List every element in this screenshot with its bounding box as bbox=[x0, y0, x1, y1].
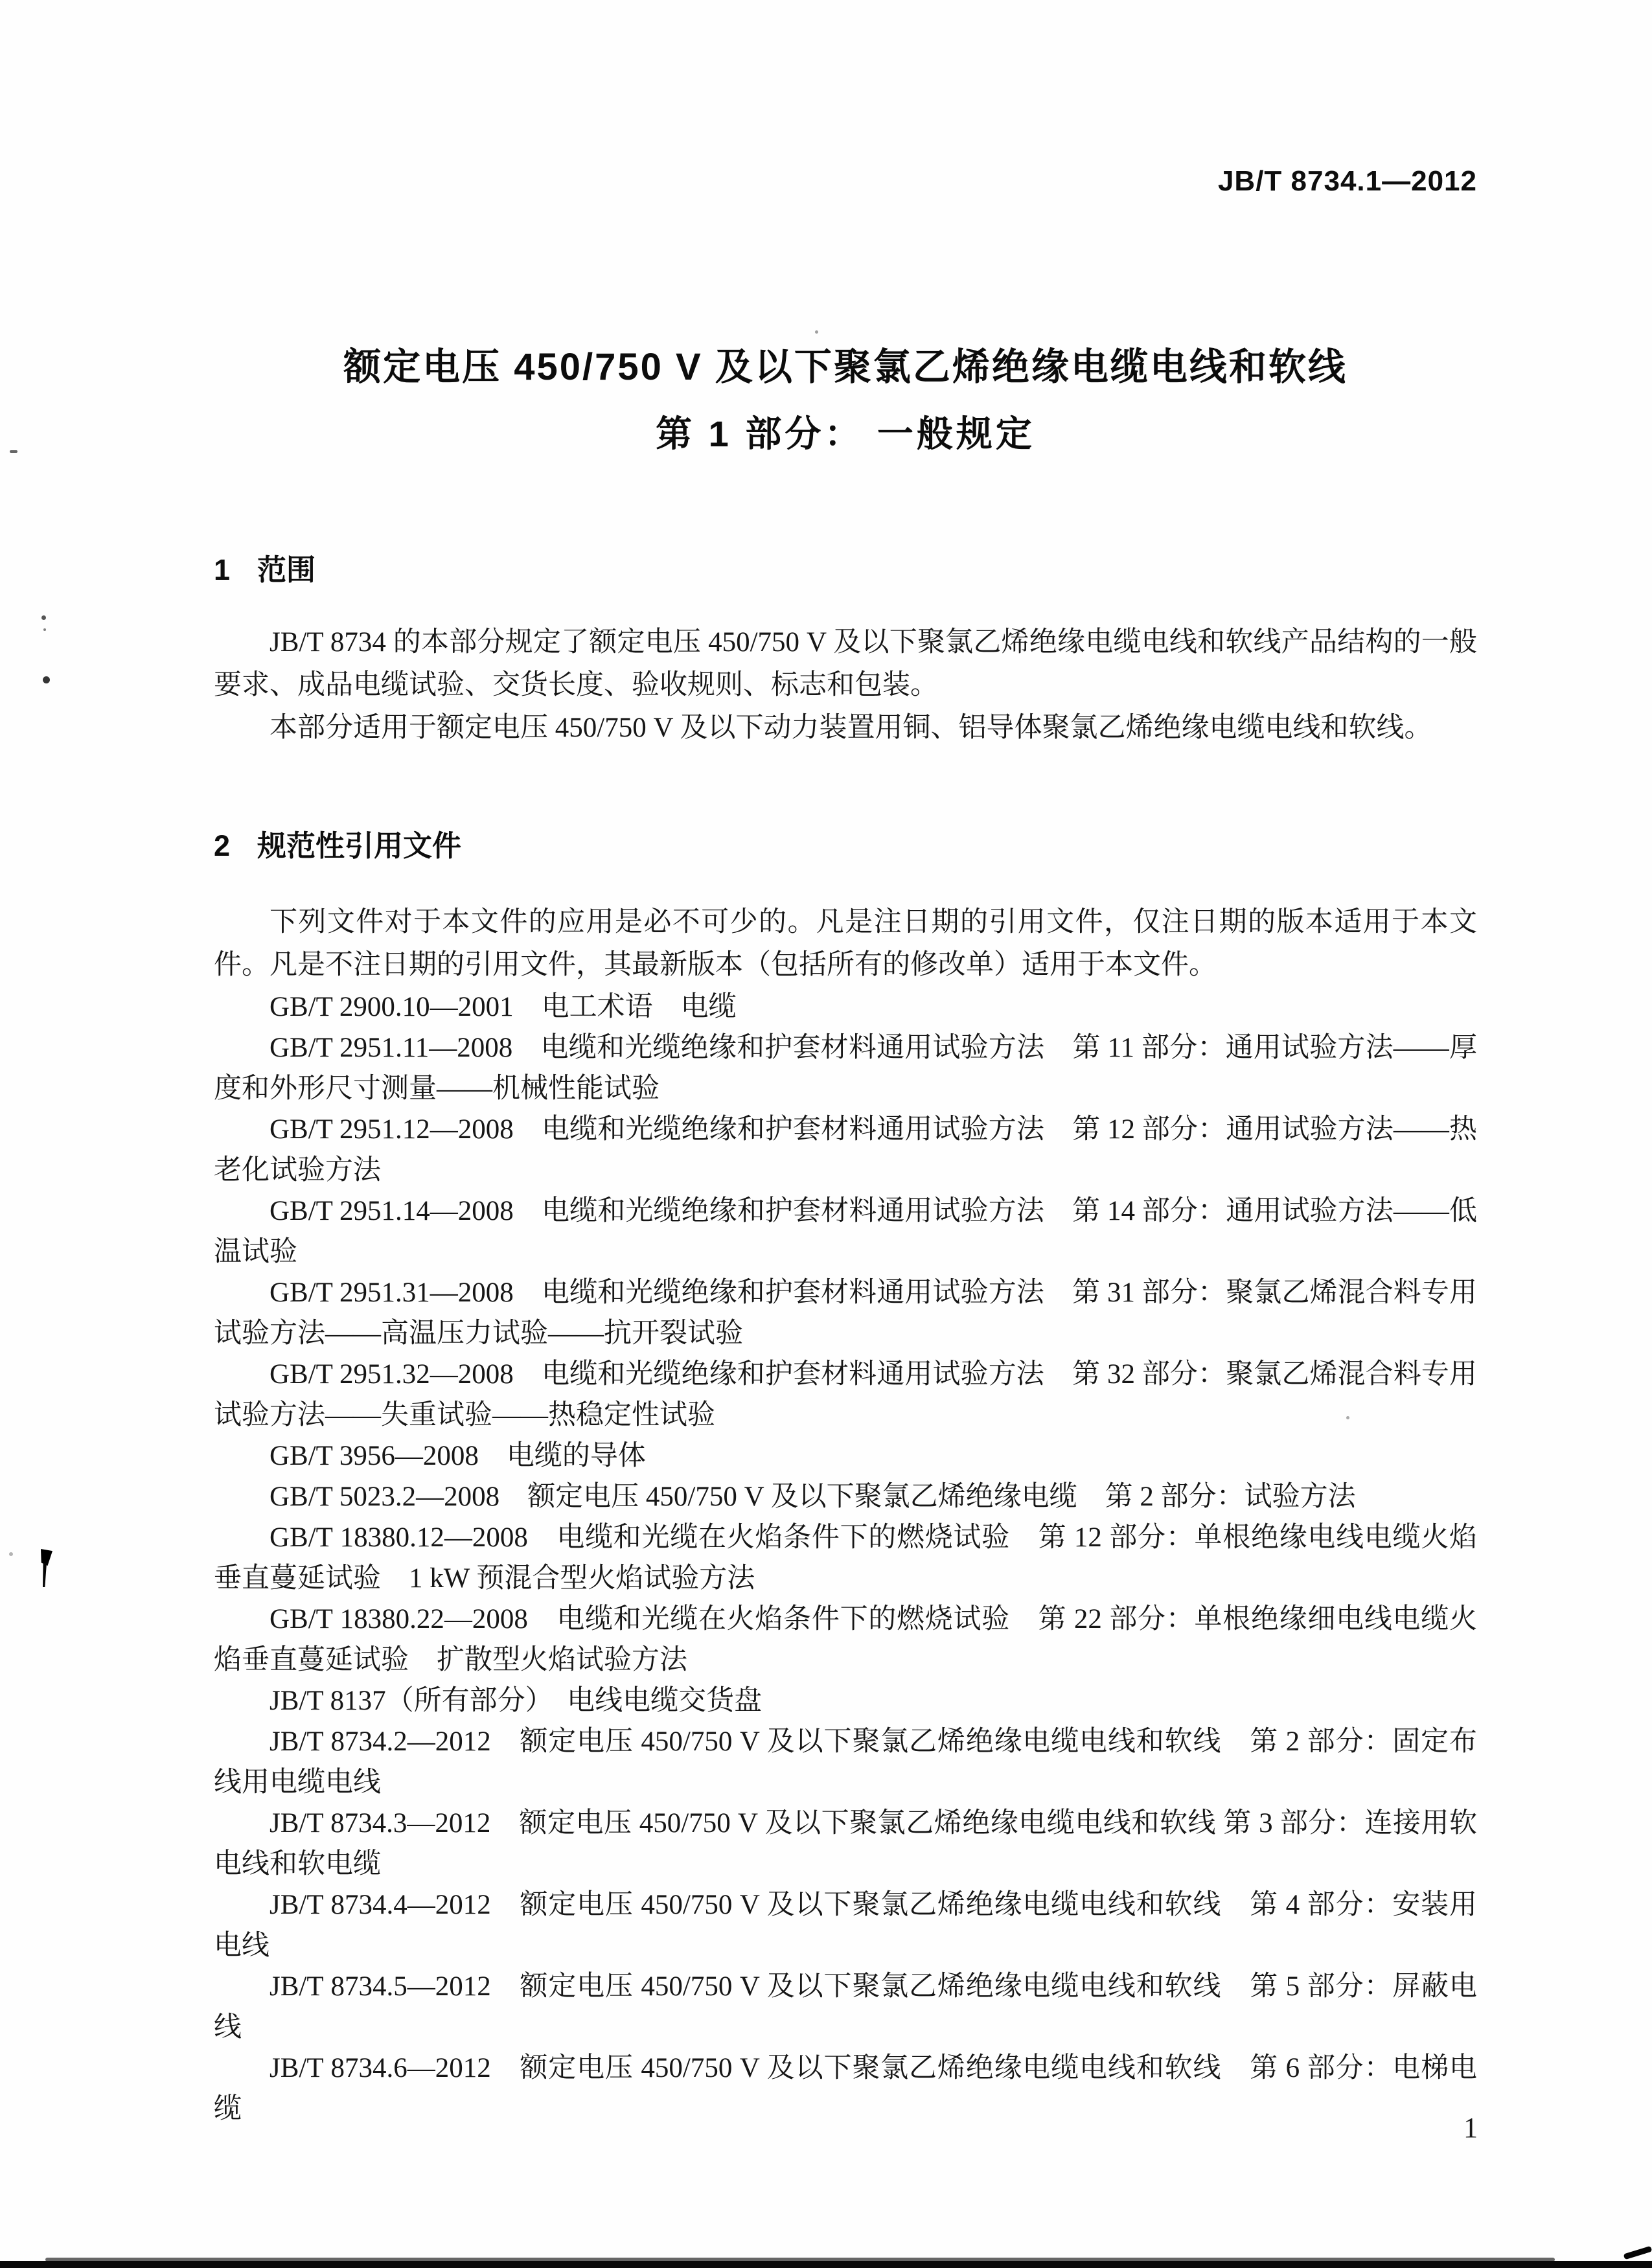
section-2-heading bbox=[214, 829, 1477, 864]
scan-speck bbox=[43, 628, 46, 631]
scan-bottom-bar bbox=[0, 2261, 1652, 2268]
scan-speck bbox=[815, 330, 818, 334]
reference-item: JB/T 8734.4—2012 额定电压 450/750 V 及以下聚氯乙烯绝缘电缆电线和软线 第 4 部分：安装用电线 bbox=[214, 1890, 1477, 1961]
page-content bbox=[214, 0, 1477, 2129]
reference-item: GB/T 2951.11—2008 电缆和光缆绝缘和护套材料通用试验方法 第 11 部分：通用试验方法——厚度和外形尺寸测量——机械性能试验 bbox=[214, 1033, 1477, 1104]
section-2-label: 规范性引用文件 bbox=[257, 829, 462, 862]
scan-speck bbox=[9, 1552, 13, 1556]
reference-item: GB/T 18380.12—2008 电缆和光缆在火焰条件下的燃烧试验 第 12 部分：单根绝缘电线电缆火焰垂直蔓延试验 1 kW 预混合型火焰试验方法 bbox=[214, 1522, 1477, 1594]
standard-code-header: JB/T 8734.1—2012 bbox=[1217, 165, 1477, 197]
scan-corner-tick bbox=[1623, 2246, 1652, 2260]
document-title-line1: 额定电压 450/750 V 及以下聚氯乙烯绝缘电缆电线和软线 bbox=[343, 346, 1348, 388]
reference-item: GB/T 3956—2008 电缆的导体 bbox=[270, 1441, 646, 1471]
references-intro-paragraph: 下列文件对于本文件的应用是必不可少的。凡是注日期的引用文件，仅注日期的版本适用于本文件。凡是不注日期的引用文件，其最新版本（包括所有的修改单）适用于本文件。 bbox=[214, 907, 1477, 980]
scan-speck bbox=[41, 615, 46, 620]
reference-item: JB/T 8137（所有部分） 电线电缆交货盘 bbox=[270, 1686, 763, 1716]
reference-item: GB/T 2951.31—2008 电缆和光缆绝缘和护套材料通用试验方法 第 31 部分：聚氯乙烯混合料专用试验方法——高温压力试验——抗开裂试验 bbox=[214, 1277, 1477, 1349]
scan-speck bbox=[1346, 1416, 1349, 1419]
scan-margin-artifact bbox=[41, 1549, 52, 1566]
section-1-number: 1 bbox=[214, 553, 231, 586]
reference-item: GB/T 2951.12—2008 电缆和光缆绝缘和护套材料通用试验方法 第 12 部分：通用试验方法——热老化试验方法 bbox=[214, 1114, 1477, 1186]
section-1-label: 范围 bbox=[257, 553, 316, 586]
scan-speck bbox=[10, 450, 17, 453]
section-1-heading bbox=[214, 553, 1477, 588]
reference-item: GB/T 2900.10—2001 电工术语 电缆 bbox=[270, 992, 737, 1022]
reference-item: GB/T 18380.22—2008 电缆和光缆在火焰条件下的燃烧试验 第 22 部分：单根绝缘细电线电缆火焰垂直蔓延试验 扩散型火焰试验方法 bbox=[214, 1604, 1477, 1675]
scan-speck bbox=[43, 676, 50, 683]
scope-paragraph: 本部分适用于额定电压 450/750 V 及以下动力装置用铜、铝导体聚氯乙烯绝缘电缆电线和软线。 bbox=[270, 713, 1432, 743]
reference-item: JB/T 8734.2—2012 额定电压 450/750 V 及以下聚氯乙烯绝缘电缆电线和软线 第 2 部分：固定布线用电缆电线 bbox=[214, 1726, 1477, 1798]
reference-item: JB/T 8734.3—2012 额定电压 450/750 V 及以下聚氯乙烯绝缘电缆电线和软线 第 3 部分：连接用软电线和软电缆 bbox=[214, 1808, 1477, 1879]
reference-item: GB/T 2951.14—2008 电缆和光缆绝缘和护套材料通用试验方法 第 14 部分：通用试验方法——低温试验 bbox=[214, 1196, 1477, 1267]
scan-margin-artifact bbox=[43, 1563, 47, 1587]
page-number: 1 bbox=[1463, 2112, 1478, 2144]
reference-item: GB/T 2951.32—2008 电缆和光缆绝缘和护套材料通用试验方法 第 32 部分：聚氯乙烯混合料专用试验方法——失重试验——热稳定性试验 bbox=[214, 1359, 1477, 1430]
reference-item: JB/T 8734.5—2012 额定电压 450/750 V 及以下聚氯乙烯绝缘电缆电线和软线 第 5 部分：屏蔽电线 bbox=[214, 1971, 1477, 2043]
reference-list bbox=[214, 987, 1477, 2129]
section-2-number: 2 bbox=[214, 829, 231, 862]
reference-item: GB/T 5023.2—2008 额定电压 450/750 V 及以下聚氯乙烯绝缘电缆 第 2 部分：试验方法 bbox=[270, 1482, 1356, 1512]
document-title-line2: 第 1 部分： 一般规定 bbox=[656, 413, 1035, 454]
reference-item: JB/T 8734.6—2012 额定电压 450/750 V 及以下聚氯乙烯绝缘电缆电线和软线 第 6 部分：电梯电缆 bbox=[214, 2053, 1477, 2124]
scope-paragraph: JB/T 8734 的本部分规定了额定电压 450/750 V 及以下聚氯乙烯绝缘电缆电线和软线产品结构的一般要求、成品电缆试验、交货长度、验收规则、标志和包装。 bbox=[214, 627, 1477, 700]
